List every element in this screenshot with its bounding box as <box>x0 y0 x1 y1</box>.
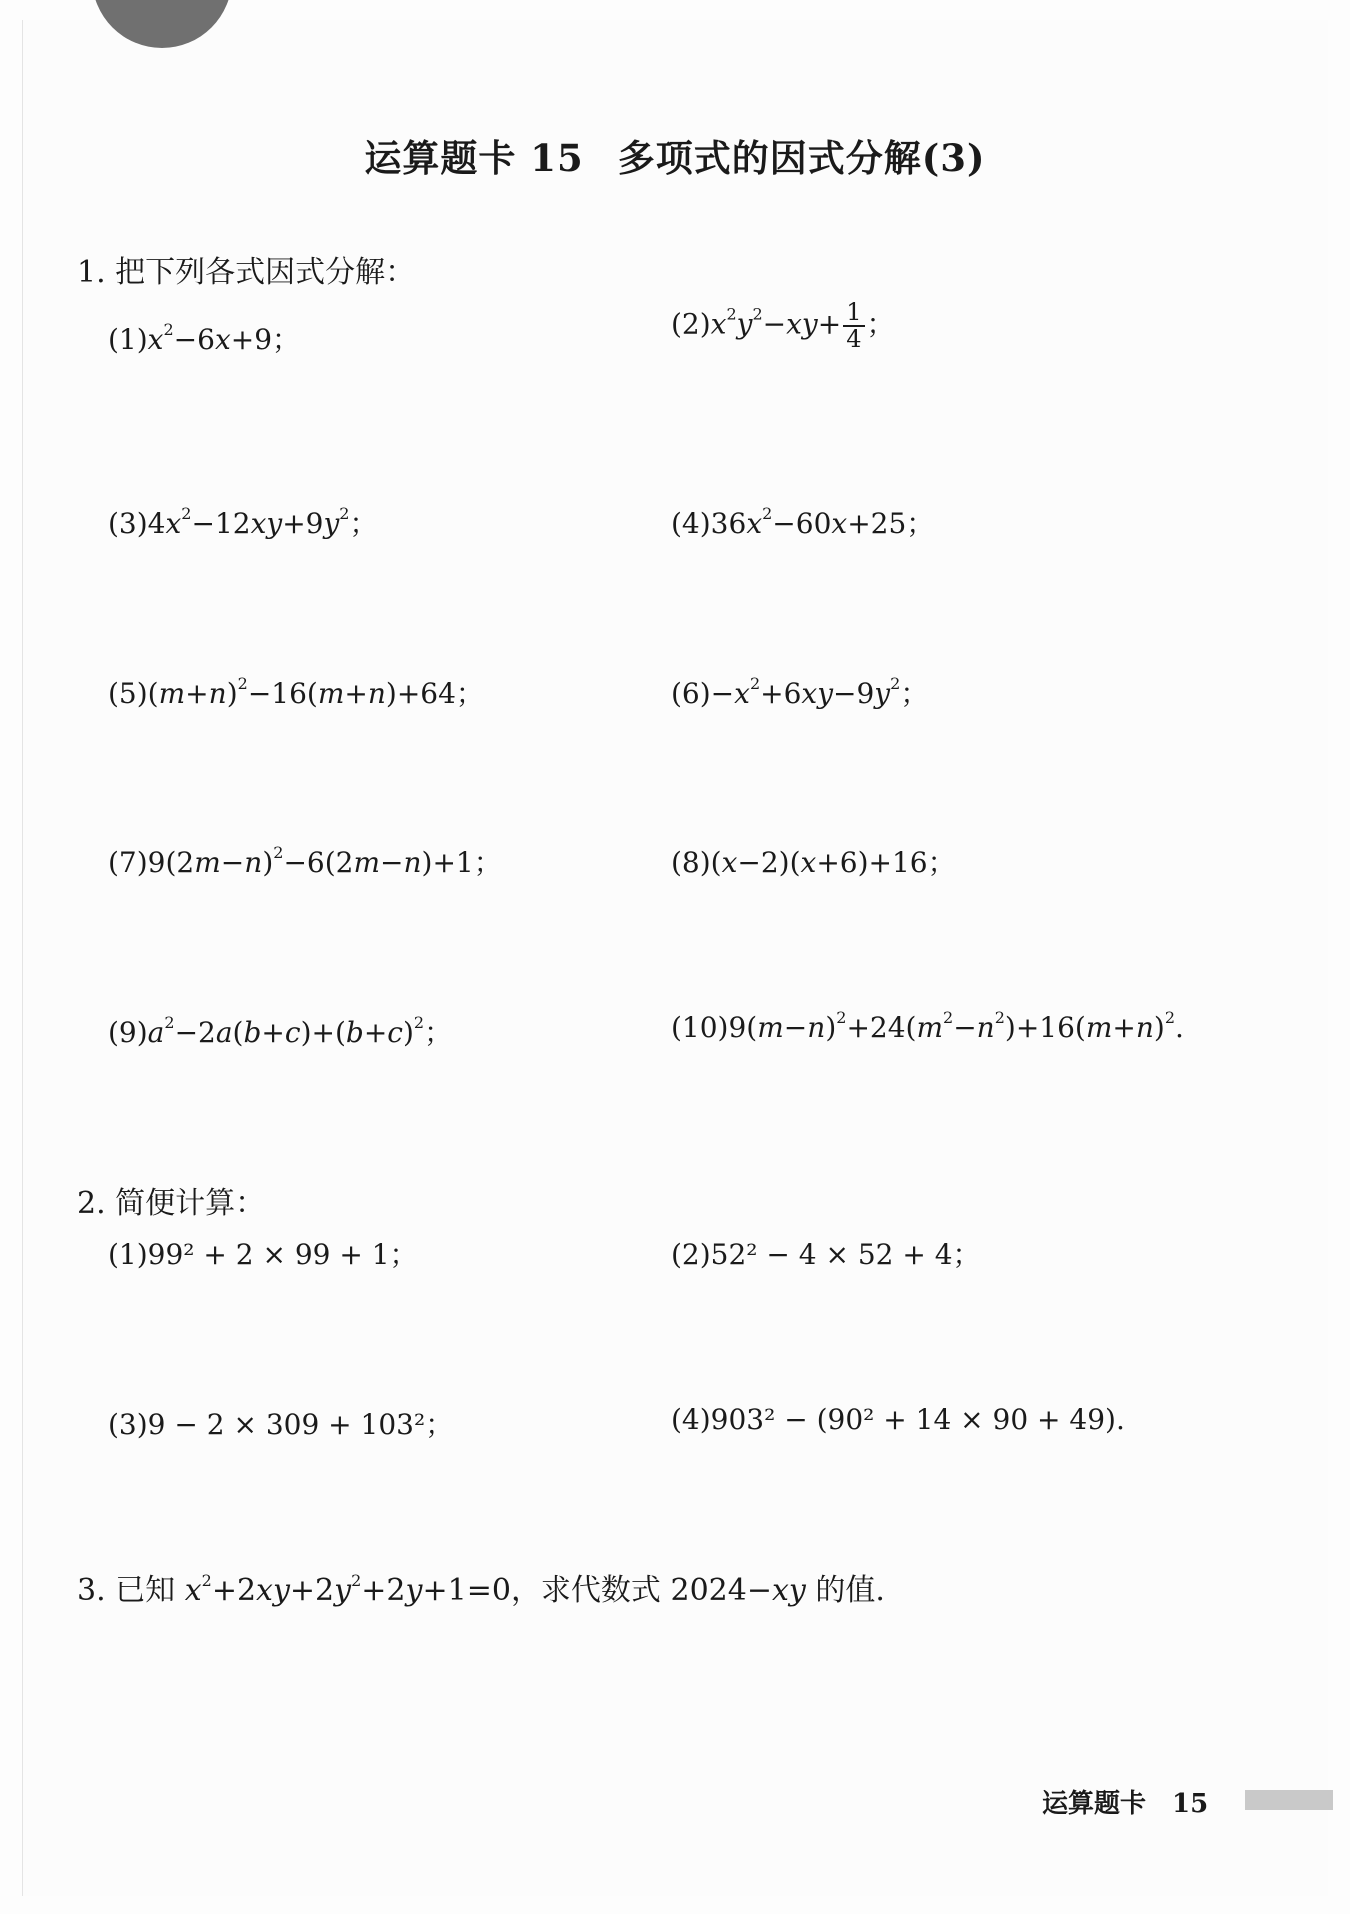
title-topic: 多项式的因式分解(3) <box>617 136 986 180</box>
q1-problem-4: $(4)36x^2-60x+25$； <box>671 504 935 540</box>
q1-problem-10: $(10)9(m-n)^2+24(m^2-n^2)+16(m+n)^2$. <box>671 1008 1184 1044</box>
q2-problem-1: (1)99² + 2 × 99 + 1； <box>108 1238 418 1271</box>
q2-problem-4: (4)903² − (90² + 14 × 90 + 49). <box>671 1403 1125 1436</box>
page-title <box>0 128 1350 182</box>
title-card-label: 运算题卡 15 <box>364 136 584 180</box>
q1-problem-6: $(6)-x^2+6xy-9y^2$； <box>671 674 929 710</box>
q1-problem-1: $(1)x^2-6x+9$； <box>108 320 301 356</box>
q1-problem-3: $(3)4x^2-12xy+9y^2$； <box>108 504 378 540</box>
page-number: 15 <box>1172 1789 1209 1819</box>
q1-problem-8: (8)(x−2)(x+6)+16； <box>671 846 956 879</box>
fraction: $\frac{1}{4}$ <box>843 300 864 352</box>
footer-label: 运算题卡 <box>1042 1789 1147 1819</box>
footer-decoration-bar <box>1245 1790 1333 1810</box>
q1-problem-9: $(9)a^2-2a(b+c)+(b+c)^2$； <box>108 1013 453 1049</box>
q3-statement: 3. 已知 $x^2+2xy+2y^2+2y+1=0$，求代数式 2024−xy 的值. <box>77 1571 885 1608</box>
q1-problem-2: $(2)x^2y^2-xy+$ $\frac{1}{4}$ ； <box>671 298 895 354</box>
q2-problem-3: (3)9 − 2 × 309 + 103²； <box>108 1408 454 1441</box>
page-footer <box>1042 1783 1208 1820</box>
q1-problem-5: $(5)(m+n)^2-16(m+n)+64$； <box>108 674 484 710</box>
q2-heading: 2. 简便计算： <box>77 1186 266 1221</box>
q1-problem-7: $(7)9(2m-n)^2-6(2m-n)+1$； <box>108 843 502 879</box>
q2-problem-2: (2)52² − 4 × 52 + 4； <box>671 1238 981 1271</box>
q1-heading: 1. 把下列各式因式分解： <box>77 255 416 290</box>
